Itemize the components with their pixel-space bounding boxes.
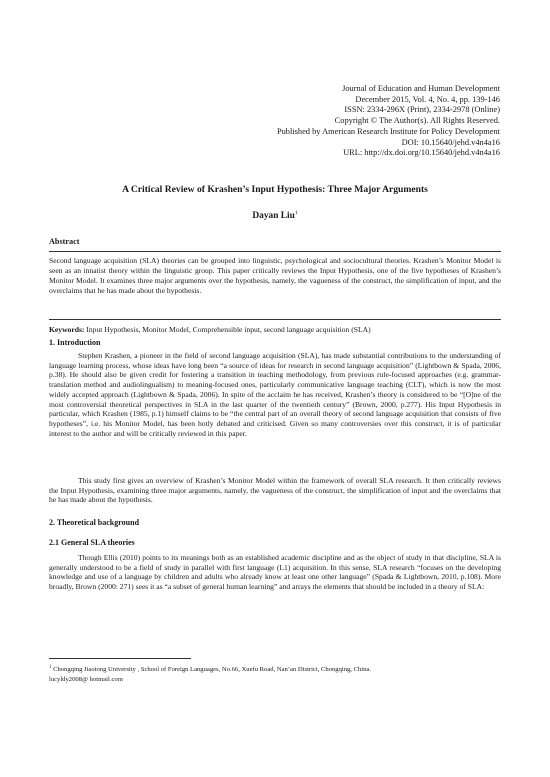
subsection-heading-general-sla: 2.1 General SLA theories [49,538,135,547]
keywords [49,325,501,335]
footnote-marker[interactable]: 1 [294,210,298,216]
footnote-rule [49,658,191,659]
journal-copyright: Copyright © The Author(s). All Rights Reserved. [334,116,500,126]
keywords-label: Keywords: [49,325,85,334]
footnote-email[interactable]: lucyldy2008@ hotmail.com [49,675,123,683]
journal-header [277,84,500,159]
sla-paragraph-1: Though Ellis (2010) points to its meanings both as an established academic discipline and as the object of study in that discipline, SLA is generally understood to be a field of study in parallel with first language (L1) acquisition. In this sense, SLA research “focuses on the developing knowledge and use of a language by children and adults who already know at least one other language” (Spada & Lightbown, 2010, p.108). More broadly, Brown (2000: 271) sees it as “a subset of general human learning” and arrays the elements that should be included in a theory of SLA: [49,553,501,592]
abstract-heading: Abstract [49,237,80,246]
author-line [0,210,550,221]
journal-issn: ISSN: 2334-296X (Print), 2334-2978 (Online) [344,105,500,115]
journal-url[interactable]: URL: http://dx.doi.org/10.15640/jehd.v4n4a16 [343,148,500,158]
paper-title: A Critical Review of Krashen’s Input Hypothesis: Three Major Arguments [122,184,428,195]
intro-paragraph-1: Stephen Krashen, a pioneer in the field of second language acquisition (SLA), has made substantial contributions to the understanding of language learning process, whose ideas have long been “a source of ideas for research in second language acquisition” (Lightbown & Spada, 2006, p.38). He should also be given credit for fostering a transition in teaching methodology, from previous rule-focused approaches (e.g. grammar-translation method and audiolingualism) to meaning-focused ones, particularly communicative language teaching (CLT), which is now the most widely accepted approach (Lightbown & Spada, 2006). In spite of the acclaim he has received, Krashen’s theory is considered to be “[O]ne of the most controversial theoretical perspectives in SLA in the last quarter of the twentieth century” (Brown, 2000, p.277). His Input Hypothesis in particular, which Krashen (1985, p.1) himself claims to be “the central part of an overall theory of second language acquisition that consists of five hypotheses”, i.e. his Monitor Model, has been hotly debated and criticised. Given so many controversies over this construct, it is of particular interest to the author and will be critically reviewed in this paper. [49,351,501,438]
intro-paragraph-2: This study first gives an overview of Krashen’s Monitor Model within the framework of overall SLA research. It then critically reviews the Input Hypothesis, examining three major arguments, namely, the vagueness of the construct, the simplification of input and the overclaims that he has made about the hypothesis. [49,476,501,505]
abstract-top-rule [49,251,501,252]
journal-doi: DOI: 10.15640/jehd.v4n4a16 [401,137,500,147]
keywords-text: Input Hypothesis, Monitor Model, Comprehensible input, second language acquisition (SLA) [86,325,371,334]
journal-issue: December 2015, Vol. 4, No. 4, pp. 139-146 [355,94,500,104]
journal-name: Journal of Education and Human Development [342,84,500,93]
author-name: Dayan Liu [252,211,295,222]
footnote-number: 1 [49,665,52,670]
section-heading-introduction: 1. Introduction [49,338,101,347]
abstract-text: Second language acquisition (SLA) theories can be grouped into linguistic, psychological and sociocultural theories. Krashen’s Monitor Model is seen as an innatist theory within the linguistic group. This paper critically reviews the Input Hypothesis, one of the five hypotheses of Krashen’s Monitor Model. It examines three major arguments over the hypothesis, namely, the vagueness of the construct, the simplification of input, and the overclaims that he has made about the hypothesis. [49,256,501,295]
footnote [49,663,509,684]
section-heading-theoretical-background: 2. Theoretical background [49,518,140,527]
journal-publisher: Published by American Research Institute for Policy Development [276,126,500,136]
footnote-affiliation [49,663,509,675]
footnote-affiliation-text: Chongqing Jiaotong University , School of Foreign Languages, No.66, Xuefu Road, Nan’an District, Chongqing, China. [53,666,371,674]
abstract-bottom-rule [49,319,501,320]
